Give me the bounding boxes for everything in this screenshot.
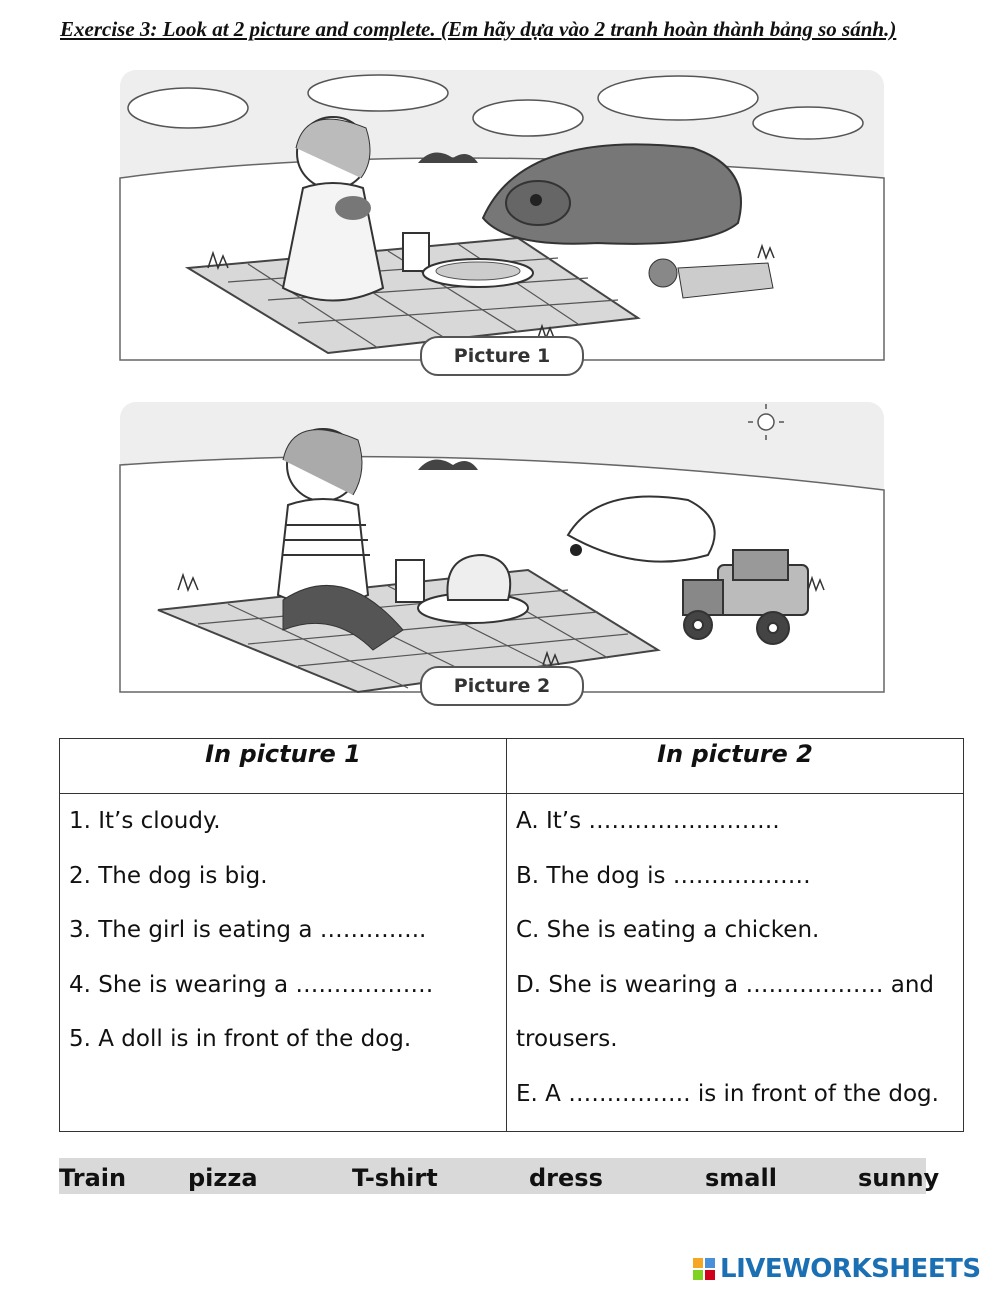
picture-1-sentences	[60, 794, 507, 1132]
liveworksheets-brand	[692, 1252, 992, 1286]
picture-1-label: Picture 1	[420, 336, 584, 376]
brand-text: LIVEWORKSHEETS	[720, 1254, 981, 1284]
comparison-table	[59, 738, 964, 1132]
sentence-e: E. A ……………. is in front of the dog.	[516, 1080, 939, 1107]
liveworksheets-logo-icon	[692, 1257, 716, 1281]
sentence-4: 4. She is wearing a ………………	[69, 971, 434, 998]
word-bank	[59, 1158, 940, 1194]
header-picture-1: In picture 1	[60, 739, 507, 794]
sentence-c: C. She is eating a chicken.	[516, 917, 820, 943]
sentence-d: D. She is wearing a ……………… and	[516, 971, 935, 998]
sentence-a: A. It’s …………………….	[516, 808, 780, 834]
sentence-2: 2. The dog is big.	[69, 862, 268, 889]
sentence-1: 1. It’s cloudy.	[69, 808, 221, 834]
word-bank-item: Train	[59, 1164, 127, 1192]
word-bank-item: dress	[529, 1164, 603, 1192]
table-body-row	[60, 794, 964, 1132]
sentence-b: B. The dog is ………………	[516, 862, 811, 889]
sentence-d-continued: trousers.	[516, 1026, 618, 1052]
picture-2-sentences	[507, 794, 964, 1132]
table-header-row	[60, 739, 964, 794]
picture-2	[118, 400, 886, 708]
word-bank-item: sunny	[858, 1164, 940, 1192]
picture-2-illustration	[118, 400, 886, 708]
picture-2-label: Picture 2	[420, 666, 584, 706]
picture-1	[118, 68, 886, 378]
picture-1-illustration	[118, 68, 886, 378]
sentence-3: 3. The girl is eating a …………..	[69, 917, 427, 943]
word-bank-item: pizza	[188, 1164, 258, 1192]
sentence-5: 5. A doll is in front of the dog.	[69, 1026, 412, 1052]
exercise-title: Exercise 3: Look at 2 picture and complete. (Em hãy dựa vào 2 tranh hoàn thành bảng so sánh.)	[60, 17, 897, 41]
sentence-empty	[69, 1071, 497, 1126]
word-bank-item: T-shirt	[352, 1164, 438, 1192]
word-bank-item: small	[705, 1164, 777, 1192]
header-picture-2: In picture 2	[507, 739, 964, 794]
